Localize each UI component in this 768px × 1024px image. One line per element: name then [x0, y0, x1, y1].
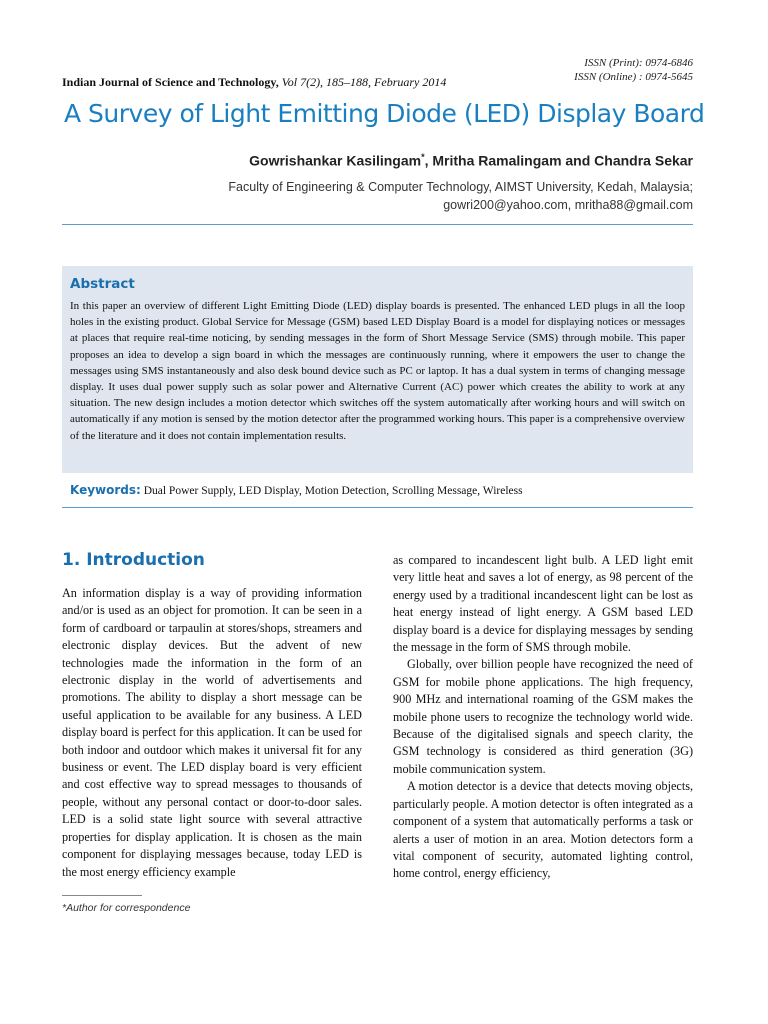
body-paragraph: as compared to incandescent light bulb. A LED light emit very little heat and saves a lot of energy, as 98 percent of the energy used by a traditional incandescent light can be lost as heat energy instead of light energy. A GSM based LED display board is a device for displaying messages by sending the message in the form of SMS through mobile. [393, 553, 693, 655]
footnote-divider [62, 895, 142, 896]
body-paragraph: Globally, over billion people have recognized the need of GSM for mobile phone applications. The high frequency, 900 MHz and international roaming of the GSM makes the mobile phone users to recognize the technology world wide. Because of the digitalised signals and speech clarity, the GSM technology is considered as third generation (3G) mobile communication system. [393, 657, 693, 776]
issn-block [574, 56, 693, 84]
issn-online: ISSN (Online) : 0974-5645 [574, 71, 693, 83]
author-primary: Gowrishankar Kasilingam [249, 152, 422, 169]
body-column-right [393, 552, 693, 883]
journal-citation [62, 75, 446, 90]
journal-details: Vol 7(2), 185–188, February 2014 [281, 75, 447, 89]
affiliation-institution: Faculty of Engineering & Computer Technology, AIMST University, Kedah, Malaysia; [228, 180, 693, 194]
body-paragraph: A motion detector is a device that detects moving objects, particularly people. A motion detector is often integrated as a component of a system that automatically performs a task or alerts a user of motion in an area. Motion detectors form a vital component of security, automated lighting control, home control, energy efficiency, [393, 779, 693, 881]
corresponding-author-mark: * [421, 152, 425, 162]
abstract-box [62, 266, 693, 473]
journal-name: Indian Journal of Science and Technology, [62, 75, 279, 89]
issn-print: ISSN (Print): 0974-6846 [584, 57, 693, 69]
keywords-label: Keywords: [70, 483, 141, 497]
keywords-divider [62, 507, 693, 508]
header-divider [62, 224, 693, 225]
affiliation-emails: gowri200@yahoo.com, mritha88@gmail.com [443, 198, 693, 212]
affiliation [228, 178, 693, 214]
abstract-text: In this paper an overview of different Light Emitting Diode (LED) display boards is presented. The enhanced LED plugs in all the loop holes in the existing product. Global Service for Message (GSM) based LED Display Board is a model for displaying notices or messages at places that require real-time noticing, by sending messages in the form of Short Message Service (SMS) through mobile. This paper proposes an idea to develop a sign board in which the messages are continuously running, where it empowers the user to change the messages using SMS instantaneously and also desk bound device such as PC or laptop. It has a dual system in terms of changing message display. It uses dual power supply such as solar power and Alternative Current (AC) power which creates the ability to work at any situation. The new design includes a motion detector which switches off the system automatically after working hours and will switch on automatically if any motion is sensed by the motion detector after the programmed working hours. This paper is a comprehensive overview of the literature and it does not contain implementation results. [70, 300, 685, 442]
body-column-left [62, 585, 362, 881]
abstract-heading: Abstract [70, 276, 135, 292]
paper-title: A Survey of Light Emitting Diode (LED) Display Board [64, 99, 705, 128]
author-others: , Mritha Ramalingam and Chandra Sekar [424, 152, 693, 169]
keywords-line [70, 483, 523, 497]
section-heading-introduction: 1. Introduction [62, 550, 205, 570]
keywords-text: Dual Power Supply, LED Display, Motion Detection, Scrolling Message, Wireless [143, 485, 523, 497]
author-list [249, 152, 693, 169]
footnote-correspondence: *Author for correspondence [62, 902, 191, 914]
body-paragraph: An information display is a way of providing information and/or is used as an object for promotion. It can be seen in a form of cardboard or tarpaulin at stores/shops, streamers and electronic display devices. But the advent of new technologies made the information in the form of an electronic display in the world of advertisements and promotions. The ability to display a short message can be useful application to be available for any business. A LED display board is perfect for this application. It can be used for both indoor and outdoor which makes it universal fit for any business or event. The LED display board is very efficient and cost effective way to spread messages to thousands of people, without any personal contact or door-to-door sales. LED is a solid state light source with several attractive properties for display application. It is chosen as the main component for displaying messages because, today LED is the most energy efficiency example [62, 586, 362, 879]
